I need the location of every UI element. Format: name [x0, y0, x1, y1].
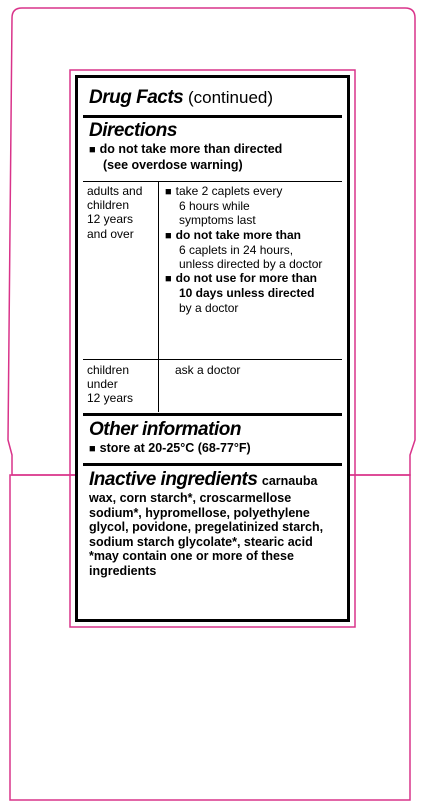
inactive-line: wax, corn starch*, croscarmellose	[89, 491, 292, 505]
dosage-item-line: unless directed by a doctor	[179, 257, 323, 272]
dosage-who-children	[87, 363, 155, 406]
warning-line-1: do not take more than directed	[99, 142, 283, 156]
warning-line-2: (see overdose warning)	[103, 157, 243, 172]
bullet-icon	[89, 142, 100, 156]
who-line: 12 years	[87, 391, 134, 406]
dosage-item-line: 6 hours while	[179, 199, 250, 214]
dosage-item-line: 10 days unless directed	[179, 286, 315, 301]
inactive-line: ingredients	[89, 563, 157, 578]
inactive-line: glycol, povidone, pregelatinized starch,	[89, 520, 324, 535]
dosage-what-adults	[165, 184, 350, 315]
who-line: children	[87, 198, 130, 213]
other-info-heading: Other information	[89, 419, 241, 440]
dosage-item-line: ask a doctor	[175, 363, 241, 377]
table-top-rule	[83, 181, 342, 182]
dosage-item-line: symptoms last	[179, 213, 256, 228]
dosage-who-adults	[87, 184, 155, 241]
who-line: children	[87, 363, 130, 377]
bullet-icon	[89, 441, 100, 455]
other-info-rule	[83, 413, 342, 416]
who-line: and over	[87, 226, 134, 241]
drug-facts-continued: (continued)	[183, 88, 274, 107]
other-info-item	[89, 441, 338, 457]
drug-facts-title: Drug Facts	[89, 87, 184, 108]
directions-warning	[89, 142, 338, 172]
table-column-rule	[158, 181, 159, 412]
other-info-section	[89, 419, 338, 457]
drug-facts-panel	[75, 75, 350, 622]
drug-facts-header	[89, 87, 273, 109]
inactive-line: carnauba	[261, 474, 318, 488]
directions-section	[89, 120, 338, 172]
bullet-icon	[165, 184, 176, 198]
bullet-icon	[165, 271, 176, 285]
inactive-line: sodium*, hypromellose, polyethylene	[89, 505, 310, 520]
who-line: adults and	[87, 184, 143, 198]
inactive-section	[89, 469, 340, 579]
storage-text: store at 20-25°C (68-77°F)	[99, 441, 251, 455]
who-line: 12 years	[87, 212, 134, 227]
dosage-item: ■ do not take more than	[165, 228, 350, 243]
bullet-icon	[165, 228, 176, 242]
dosage-what-children	[175, 363, 350, 377]
inactive-heading: Inactive ingredients	[89, 469, 258, 490]
dosage-item: ■ take 2 caplets every	[165, 184, 350, 199]
inactive-line: sodium starch glycolate*, stearic acid	[89, 534, 313, 549]
header-rule	[83, 115, 342, 118]
inactive-rule	[83, 463, 342, 466]
table-row-rule	[83, 359, 342, 360]
directions-heading: Directions	[89, 120, 177, 141]
who-line: under	[87, 377, 118, 392]
inactive-line: *may contain one or more of these	[89, 549, 294, 564]
dosage-item: ■ do not use for more than	[165, 271, 350, 286]
dosage-item-line: 6 caplets in 24 hours,	[179, 242, 294, 257]
dosage-item-line: by a doctor	[179, 300, 239, 315]
